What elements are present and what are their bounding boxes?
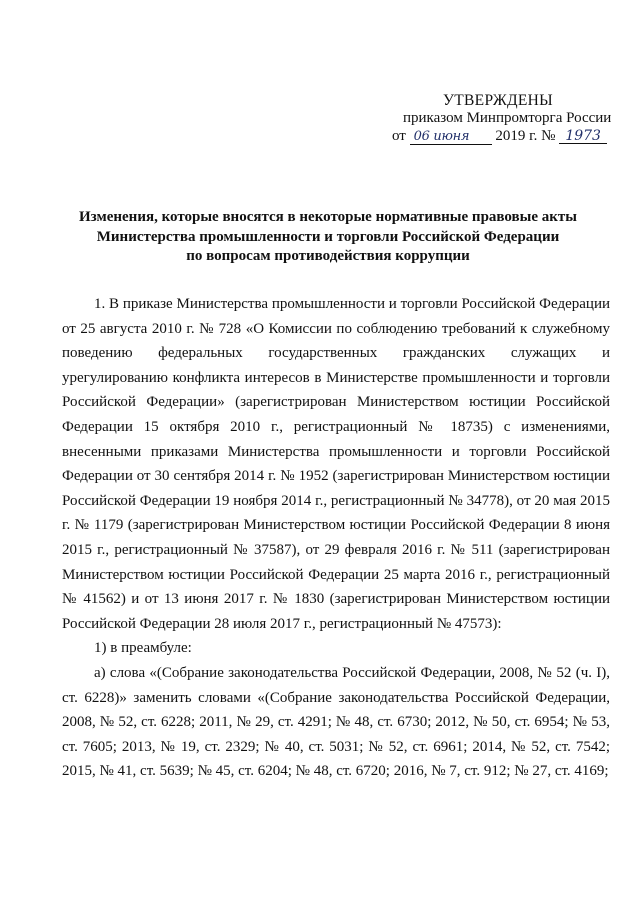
title-line-2: Министерства промышленности и торговли Российской Федерации	[96, 228, 560, 245]
paragraph-1: 1. В приказе Министерства промышленности и торговли Российской Федерации от 25 августа 2010 г. № 728 «О Комиссии по соблюдению требований к служебному поведению федеральных государственных гражданских служащих и урегулированию конфликта интересов в Министерстве промышленности и торговли Российской Федерации» (зарегистрирован Министерством юстиции Российской Федерации 15 октября 2010 г., регистрационный № 18735) с изменениями, внесенными приказами Министерства промышленности и торговли Российской Федерации от 30 сентября 2014 г. № 1952 (зарегистрирован Министерством юстиции Российской Федерации 19 ноября 2014 г., регистрационный № 34778), от 20 мая 2015 г. № 1179 (зарегистрирован Министерством юстиции Российской Федерации 8 июня 2015 г., регистрационный № 37587), от 29 февраля 2016 г. № 511 (зарегистрирован Министерством юстиции Российской Федерации 25 марта 2016 г., регистрационный № 41562) и от 13 июня 2017 г. № 1830 (зарегистрирован Министерством юстиции Российской Федерации 28 июля 2017 г., регистрационный № 47573):	[62, 296, 610, 632]
order-date-line	[392, 128, 607, 145]
paragraph-2: а) слова «(Собрание законодательства Российской Федерации, 2008, № 52 (ч. I), ст. 6228)» заменить словами «(Собрание законодательства Российской Федерации, 2008, № 52, ст. 6228; 2011, № 29, ст. 4291; № 48, ст. 6730; 2012, № 50, ст. 6954; № 53, ст. 7605; 2013, № 19, ст. 2329; № 40, ст. 5031; № 52, ст. 6961; 2014, № 52, ст. 7542; 2015, № 41, ст. 5639; № 45, ст. 6204; № 48, ст. 6720; 2016, № 7, ст. 912; № 27, ст. 4169;	[62, 664, 610, 780]
title-line-3: по вопросам противодействия коррупции	[186, 248, 470, 264]
approval-heading: УТВЕРЖДЕНЫ	[443, 92, 553, 109]
date-prefix: от	[392, 128, 406, 144]
order-reference: приказом Минпромторга России	[403, 110, 612, 126]
document-title	[60, 208, 596, 267]
document-body	[62, 292, 610, 784]
title-line-1: Изменения, которые вносятся в некоторые нормативные правовые акты	[79, 209, 577, 225]
handwritten-order-number: 1973	[559, 129, 607, 144]
year-number-label: 2019 г. №	[495, 128, 556, 144]
handwritten-date: 06 июня	[410, 130, 492, 145]
subitem-1: 1) в преамбуле:	[94, 640, 192, 657]
